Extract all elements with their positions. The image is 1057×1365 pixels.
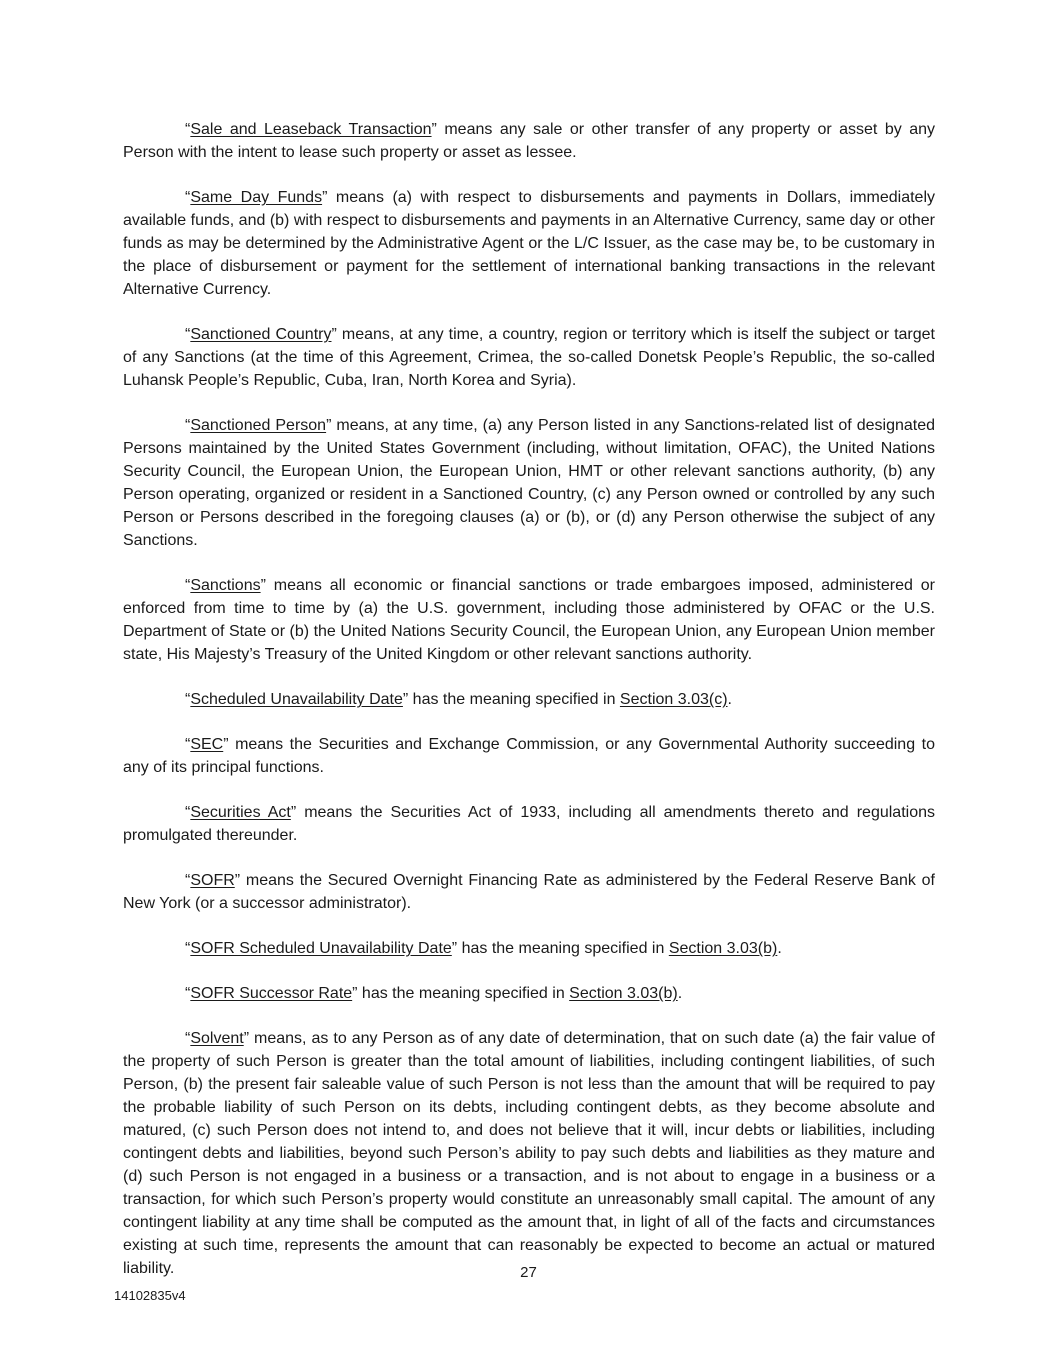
underlined-term: SEC (190, 736, 224, 753)
definition-paragraph-securities-act (123, 801, 935, 847)
underlined-term: Sale and Leaseback Transaction (190, 121, 432, 138)
paragraph-text: ” means the Secured Overnight Financing Rate as administered by the Federal Reserve Bank of New York (or a successor administrator). (123, 872, 935, 912)
definition-paragraph-sofr-scheduled-unavailability-date (123, 937, 935, 960)
paragraph-text: . (677, 985, 683, 1002)
paragraph-text: “ (185, 189, 191, 206)
paragraph-text: “ (185, 985, 191, 1002)
definition-paragraph-solvent (123, 1027, 935, 1280)
paragraph-text: ” means the Securities and Exchange Commission, or any Governmental Authority succeeding to any of its principal functions. (123, 736, 935, 776)
paragraph-text: “ (185, 1030, 191, 1047)
definition-paragraph-same-day-funds (123, 186, 935, 301)
paragraph-text: . (777, 940, 782, 957)
paragraph-text: ” means the Securities Act of 1933, including all amendments thereto and regulations promulgated thereunder. (123, 804, 935, 844)
definition-paragraph-sofr-successor-rate (123, 982, 935, 1005)
definition-paragraph-sec (123, 733, 935, 779)
underlined-term: SOFR Successor Rate (190, 985, 353, 1002)
underlined-term: SOFR (190, 872, 235, 889)
underlined-term: Securities Act (190, 804, 291, 821)
paragraph-text: ” has the meaning specified in (352, 985, 570, 1002)
definition-paragraph-sofr (123, 869, 935, 915)
paragraph-text: ” means (a) with respect to disbursements and payments in Dollars, immediately available funds, and (b) with respect to disbursements and payments in an Alternative Currency, same day or other funds as may be determined by the Administrative Agent or the L/C Issuer, as the case may be, to be customary in the place of disbursement or payment for the settlement of international banking transactions in the relevant Alternative Currency. (123, 189, 936, 298)
paragraph-text: ” means any sale or other transfer of any property or asset by any Person with the intent to lease such property or asset as lessee. (123, 121, 936, 161)
underlined-term: Section 3.03(b) (668, 940, 778, 957)
underlined-term: Sanctioned Person (190, 417, 327, 434)
paragraph-text: “ (185, 940, 191, 957)
underlined-term: Section 3.03(c) (619, 691, 728, 708)
paragraph-text: ” means, at any time, (a) any Person listed in any Sanctions-related list of designated Persons maintained by the United States Government (including, without limitation, OFAC), the United Nations Security Council, the European Union, the European Union, HMT or other relevant sanctions authority, (b) any Person operating, organized or resident in a Sanctioned Country, (c) any Person owned or controlled by any such Person or Persons described in the foregoing clauses (a) or (b), or (d) any Person otherwise the subject of any Sanctions. (123, 417, 936, 549)
paragraph-text: . (727, 691, 732, 708)
paragraph-text: “ (185, 121, 191, 138)
underlined-term: Section 3.03(b) (569, 985, 678, 1002)
doc-id: 14102835v4 (114, 1288, 186, 1303)
paragraph-text: “ (185, 872, 191, 889)
underlined-term: SOFR Scheduled Unavailability Date (190, 940, 452, 957)
page-number: 27 (520, 1264, 537, 1281)
paragraph-text: “ (185, 691, 191, 708)
underlined-term: Sanctioned Country (190, 326, 332, 343)
definition-paragraph-sanctions (123, 574, 935, 666)
paragraph-text: ” means, at any time, a country, region or territory which is itself the subject or target of any Sanctions (at the time of this Agreement, Crimea, the so-called Donetsk People’s Republic, the so-called Luhansk People’s Republic, Cuba, Iran, North Korea and Syria). (123, 326, 936, 389)
definition-paragraph-sanctioned-country (123, 323, 935, 392)
paragraph-text: ” has the meaning specified in (451, 940, 669, 957)
underlined-term: Solvent (190, 1030, 244, 1047)
definition-paragraph-sanctioned-person (123, 414, 935, 552)
underlined-term: Scheduled Unavailability Date (190, 691, 403, 708)
paragraphs-container (123, 118, 935, 1280)
paragraph-text: “ (185, 326, 191, 343)
paragraph-text: “ (185, 736, 191, 753)
paragraph-text: “ (185, 417, 191, 434)
underlined-term: Same Day Funds (190, 189, 323, 206)
underlined-term: Sanctions (190, 577, 261, 594)
paragraph-text: ” has the meaning specified in (402, 691, 620, 708)
paragraph-text: ” means, as to any Person as of any date of determination, that on such date (a) the fair value of the property of such Person is greater than the total amount of liabilities, including contingent liabilities, of such Person, (b) the present fair saleable value of such Person is not less than the amount that will be required to pay the probable liability of such Person on its debts, including contingent debts, as they become absolute and matured, (c) such Person does not intend to, and does not believe that it will, incur debts or liabilities, including contingent debts and liabilities, beyond such Person’s ability to pay such debts and liabilities as they mature and (d) such Person is not engaged in a business or a transaction, and is not about to engage in a business or a transaction, for which such Person’s property would constitute an unreasonably small capital. The amount of any contingent liability at any time shall be computed as the amount that, in light of all of the facts and circumstances existing at such time, represents the amount that can reasonably be expected to become an actual or matured liability. (123, 1030, 935, 1277)
paragraph-text: “ (185, 577, 191, 594)
definition-paragraph-sale-and-leaseback-transaction (123, 118, 935, 164)
paragraph-text: “ (185, 804, 191, 821)
paragraph-text: ” means all economic or financial sanctions or trade embargoes imposed, administered or enforced from time to time by (a) the U.S. government, including those administered by OFAC or the U.S. Department of State or (b) the United Nations Security Council, the European Union, any European Union member state, His Majesty’s Treasury of the United Kingdom or other relevant sanctions authority. (123, 577, 935, 663)
document-body (123, 118, 935, 1280)
definition-paragraph-scheduled-unavailability-date (123, 688, 935, 711)
